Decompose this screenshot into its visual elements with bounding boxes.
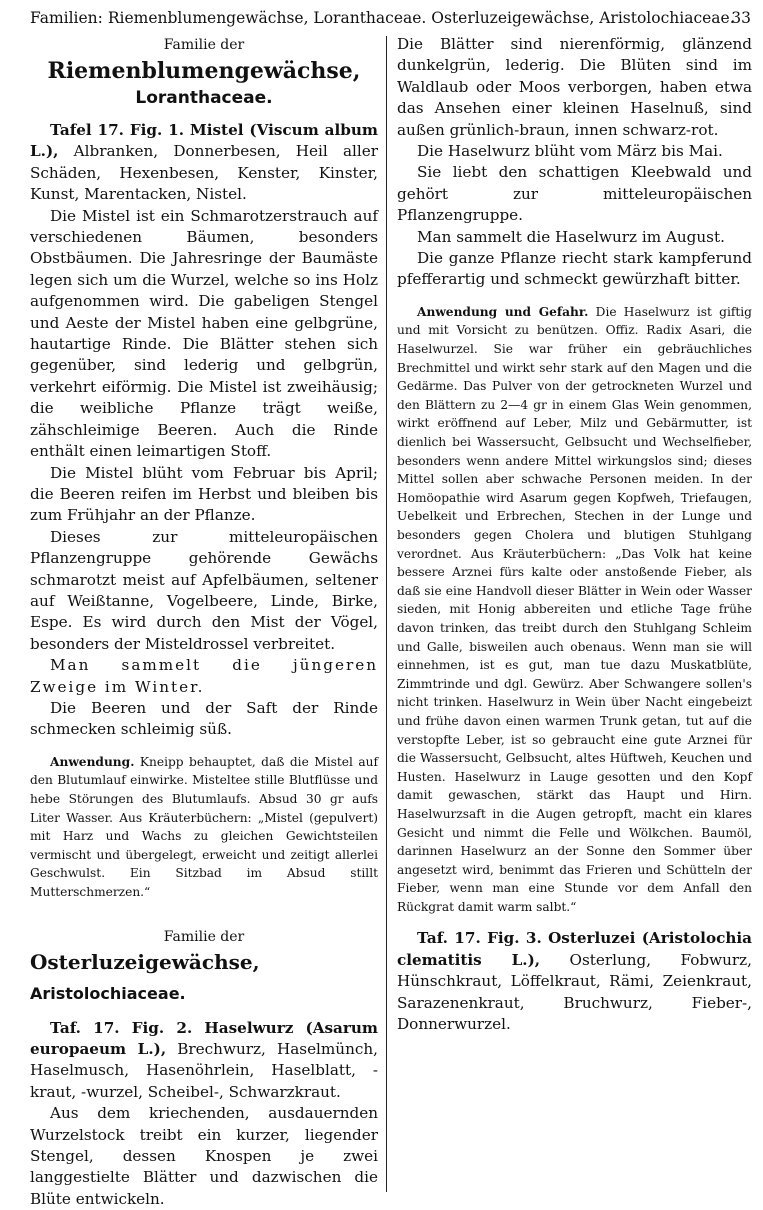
mistel-paragraph-3: Dieses zur mitteleuropäischen Pflanzengruppe gehörende Gewächs schmarotzt meist auf Apfelbäumen, seltener auf Weißtanne, Vogelbeere, Linde, Birke, Espe. Es wird durch den Mist der Vögel, besonders der Misteldrossel verbreitet. (30, 527, 378, 653)
running-head-text: Familien: Riemenblumengewächse, Loranthaceae. Osterluzeigewächse, Aristolochiaceae. (30, 9, 735, 27)
family-title: Riemenblumengewächse, (47, 58, 361, 84)
family-latin-name: Loranthaceae. (135, 88, 273, 108)
family-label: Familie der (163, 928, 245, 945)
haselwurz-heading: Taf. 17. Fig. 2. Haselwurz (Asarum europaeum L.), (30, 1018, 378, 1058)
haselwurz-usage (397, 303, 752, 917)
spacer (397, 916, 752, 928)
spacer (30, 902, 378, 926)
haselwurz-common-names: Brechwurz, Haselmünch, Haselmusch, Hasenöhrlein, Haselblatt, -kraut, -wurzel, Scheibel-, Schwarzkraut. (30, 1039, 378, 1101)
haselwurz-paragraph-3: Die Haselwurz blüht vom März bis Mai. (417, 142, 723, 161)
page-number: 33 (731, 9, 751, 27)
osterluzei-common-names: Osterlung, Fobwurz, Hünschkraut, Löffelkraut, Rämi, Zeienkraut, Sarazenenkraut, Bruchwurz, Fieber-, Donnerwurzel. (397, 950, 753, 1034)
right-column (397, 34, 752, 1036)
mistel-paragraph-4: Man sammelt die jüngeren Zweige im Winter. (30, 656, 378, 696)
spacer (30, 741, 378, 753)
osterluzei-heading: Taf. 17. Fig. 3. Osterluzei (Aristolochia clematitis L.), (397, 929, 752, 969)
running-head (30, 6, 751, 30)
family-latin-name: Aristolochiaceae. (30, 983, 186, 1003)
mistel-paragraph-5: Die Beeren und der Saft der Rinde schmecken schleimig süß. (30, 698, 378, 739)
haselwurz-paragraph-5: Man sammelt die Haselwurz im August. (417, 227, 725, 246)
mistel-common-names: Albranken, Donnerbesen, Heil aller Schäden, Hexenbesen, Kenster, Kinster, Kunst, Marentacken, Nistel. (30, 142, 378, 204)
family-label: Familie der (163, 37, 245, 53)
mistel-heading: Tafel 17. Fig. 1. Mistel (Viscum album L.), (30, 121, 378, 161)
spacer (397, 291, 752, 303)
mistel-usage (30, 753, 378, 902)
left-column (30, 34, 378, 1210)
mistel-usage-heading: Anwendung. (50, 754, 135, 769)
haselwurz-usage-heading: Anwendung und Gefahr. (417, 304, 589, 319)
mistel-usage-text: Kneipp behauptet, daß die Mistel auf den Blutumlauf einwirke. Misteltee stille Blutflüsse und hebe Störungen des Blutumlaufs. Absud 30 gr aufs Liter Wasser. Aus Kräuterbüchern: „Mistel (gepulvert) mit Harz und Wachs zu gleichen Gewichtsteilen vermischt und übergelegt, erweicht und zeitigt allerlei Geschwulst. Ein Sitzbad im Absud stillt Mutterschmerzen.“ (30, 754, 378, 899)
haselwurz-paragraph-2: Die Blätter sind nierenförmig, glänzend dunkelgrün, lederig. Die Blüten sind im Waldlaub oder Moos verborgen, haben etwa das Ansehen einer kleinen Haselnuß, sind außen grünlich-braun, innen schwarz-rot. (397, 35, 752, 139)
haselwurz-paragraph-4: Sie liebt den schattigen Kleebwald und gehört zur mitteleuropäischen Pflanzengruppe. (397, 163, 752, 225)
haselwurz-paragraph-1: Aus dem kriechenden, ausdauernden Wurzelstock treibt ein kurzer, liegender Stengel, dessen Knospen je zwei langgestielte Blätter und dazwischen die Blüte entwickeln. (30, 1104, 378, 1208)
mistel-paragraph-2: Die Mistel blüht vom Februar bis April; die Beeren reifen im Herbst und bleiben bis zum Frühjahr an der Pflanze. (30, 463, 378, 525)
haselwurz-usage-text: Die Haselwurz ist giftig und mit Vorsicht zu benützen. Offiz. Radix Asari, die Haselwurzel. Sie war früher ein gebräuchliches Brechmittel und wirkt sehr stark auf den Magen und die Gedärme. Das Pulver von der getrockneten Wurzel und den Blättern zu 2—4 gr in einem Glas Wein genommen, wirkt eröffnend auf Leber, Milz und Gebärmutter, ist dienlich bei Wassersucht, Gelbsucht und Wechselfieber, besonders wenn andere Mittel wirkungslos sind; dieses Mittel sollen aber schwache Personen meiden. In der Homöopathie wird Asarum gegen Kopfweh, Triefaugen, Uebelkeit und Erbrechen, Stechen in der Lunge und besonders gegen Cholera und blutigen Stuhlgang verordnet. Aus Kräuterbüchern: „Das Volk hat keine bessere Arznei fürs kalte oder anstoßende Fieber, als daß sie eine Handvoll dieser Blätter in Wein oder Wasser sieden, mit Honig abbereiten und etliche Tage frühe davon trinken, das treibt durch den Stuhlgang Schleim und Galle, bisweilen auch obenaus. Wenn man sie will einnehmen, ist es gut, man tue dazu Muskatblüte, Zimmtrinde und dgl. Gewürz. Aber Schwangere sollen's nicht trinken. Haselwurz in Wein über Nacht eingebeizt und frühe davon einen warmen Trunk getan, tut auf die verstopfte Leber, ist so gebraucht eine gute Arznei für die Wassersucht, Gelbsucht, altes Hüftweh, Keuchen und Husten. Haselwurz in Lauge gesotten und den Kopf damit gewaschen, stärkt das Haupt und Hirn. Haselwurzsaft in die Augen getropft, macht ein klares Gesicht und nimmt die Felle und Wölkchen. Baumöl, darinnen Haselwurz an der Sonne den Sommer über angesetzt wird, benimmt das Frieren und Schütteln der Fieber, wenn man eine Stunde vor dem Anfall den Rückgrat damit warm salbt.“ (397, 304, 752, 914)
haselwurz-entry-heading (30, 1018, 378, 1104)
haselwurz-paragraph-6: Die ganze Pflanze riecht stark kampferund pfefferartig und schmeckt gewürzhaft bitter. (397, 249, 752, 289)
mistel-entry-heading (30, 120, 378, 206)
column-divider (386, 36, 387, 1192)
mistel-paragraph-1: Die Mistel ist ein Schmarotzerstrauch auf verschiedenen Bäumen, besonders Obstbäumen. Die Jahresringe der Baumäste legen sich um die Wurzel, welche so ins Holz aufgenommen wird. Die gabeligen Stengel und Aeste der Mistel haben eine gelbgrüne, hautartige Rinde. Die Blätter stehen sich gegenüber, sind lederig und gelbgrün, verkehrt eiförmig. Die Mistel ist zweihäusig; die weibliche Pflanze trägt weiße, zähschleimige Beeren. Auch die Rinde enthält einen leimartigen Stoff. (30, 206, 378, 461)
family-title (30, 948, 378, 1008)
family-title-text: Osterluzeigewächse, (30, 949, 260, 974)
osterluzei-entry-heading (397, 928, 752, 1035)
